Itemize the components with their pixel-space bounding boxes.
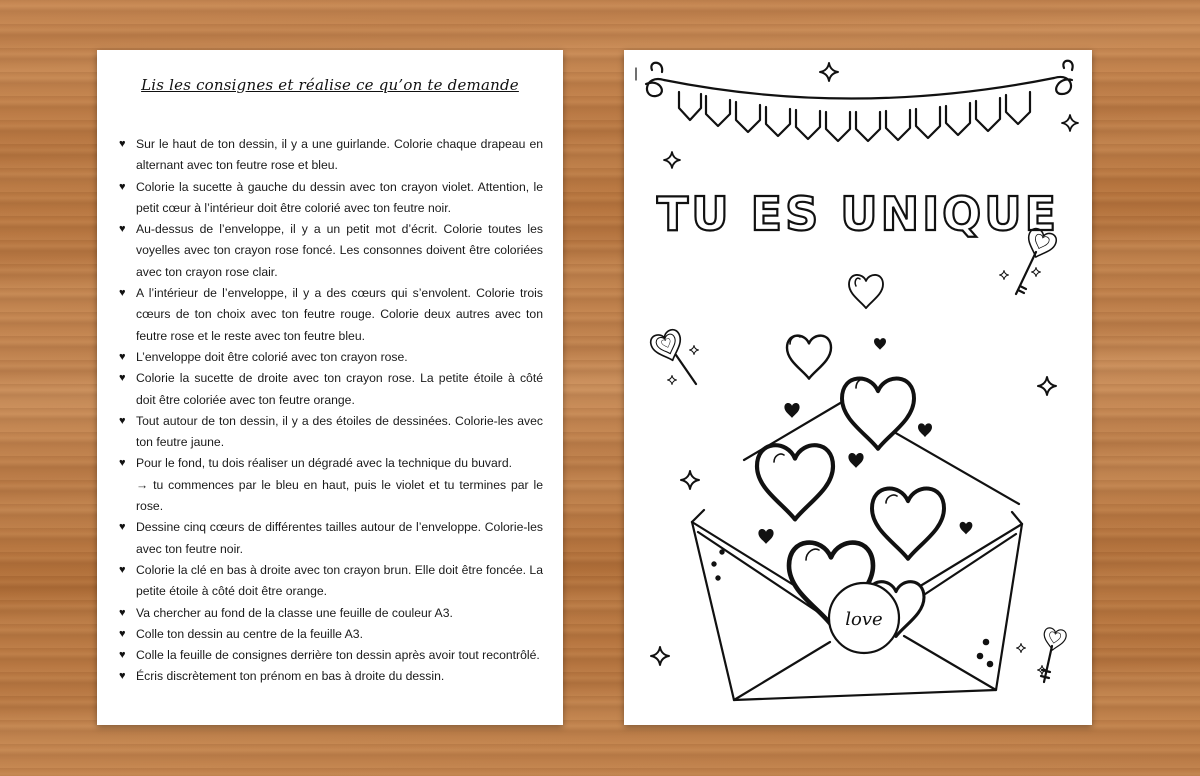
instruction-item (119, 517, 543, 560)
heart-bullet-icon: ♥ (119, 627, 126, 640)
instruction-text: Colorie la sucette de droite avec ton crayon rose. La petite étoile à côté doit être coloriée avec ton feutre orange. (136, 371, 543, 407)
instruction-text: Colle la feuille de consignes derrière ton dessin après avoir tout recontrôlé. (136, 648, 540, 663)
instruction-text: Va chercher au fond de la classe une feuille de couleur A3. (136, 605, 453, 620)
love-seal (829, 583, 899, 653)
instruction-item (119, 645, 543, 666)
instruction-text: Sur le haut de ton dessin, il y a une guirlande. Colorie chaque drapeau en alternant avec ton feutre rose et bleu. (136, 137, 543, 173)
instructions-list (119, 134, 543, 688)
cover-title: TU ES UNIQUE (656, 187, 1060, 241)
heart-bullet-icon: ♥ (119, 350, 126, 363)
instruction-item (119, 603, 543, 624)
instruction-item (119, 219, 543, 283)
instruction-item (119, 347, 543, 368)
heart-bullet-icon: ♥ (119, 287, 126, 300)
instruction-text: Colle ton dessin au centre de la feuille A3. (136, 626, 363, 641)
heart-bullet-icon: ♥ (119, 138, 126, 150)
page-title: Lis les consignes et réalise ce qu’on te demande (141, 76, 519, 94)
instruction-text: Colorie la sucette à gauche du dessin avec ton crayon violet. Attention, le petit cœur à l’intérieur doit être colorié avec ton feutre noir. (136, 179, 543, 215)
instruction-text: Tout autour de ton dessin, il y a des étoiles de dessinées. Colorie-les avec ton feutre jaune. (136, 413, 543, 450)
instruction-text: Au-dessus de l’enveloppe, il y a un petit mot d’écrit. Colorie toutes les voyelles avec ton crayon rose foncé. Les consonnes doivent être coloriées avec ton crayon rose clair. (136, 222, 543, 279)
instruction-item (119, 177, 543, 220)
instruction-text: Pour le fond, tu dois réaliser un dégradé avec la technique du buvard. (136, 456, 513, 471)
instructions-page (97, 50, 563, 725)
instruction-text: Colorie la clé en bas à droite avec ton crayon brun. Elle doit être foncée. La petite étoile à côté doit être orange. (136, 562, 543, 599)
instruction-text: Écris discrètement ton prénom en bas à droite du dessin. (136, 669, 445, 684)
heart-bullet-icon: ♥ (119, 649, 126, 662)
instruction-item (119, 453, 543, 517)
heart-bullet-icon: ♥ (119, 563, 126, 576)
instruction-text: Dessine cinq cœurs de différentes tailles autour de l’enveloppe. Colorie-les avec ton feutre noir. (136, 520, 543, 556)
instruction-item (119, 560, 543, 603)
seal-text: love (845, 609, 883, 630)
instruction-item (119, 368, 543, 411)
heart-bullet-icon: ♥ (119, 521, 126, 534)
heart-bullet-icon: ♥ (119, 457, 126, 470)
heart-bullet-icon: ♥ (119, 414, 126, 427)
instruction-text: L’enveloppe doit être colorié avec ton crayon rose. (136, 349, 408, 364)
heart-bullet-icon: ♥ (119, 180, 126, 193)
instruction-text: A l’intérieur de l’enveloppe, il y a des cœurs qui s’envolent. Colorie trois cœurs de ton choix avec ton feutre rouge. Colorie deux autres avec ton feutre rose et le reste avec ton feutre bleu. (136, 286, 543, 343)
instruction-subtext: → tu commences par le bleu en haut, puis le violet et tu termines par le rose. (136, 477, 543, 514)
coloring-drawing (624, 50, 1092, 725)
instruction-item (119, 283, 543, 347)
heart-bullet-icon: ♥ (119, 372, 126, 385)
coloring-page (624, 50, 1092, 725)
instruction-item (119, 411, 543, 454)
instruction-item (119, 624, 543, 645)
instruction-item (119, 134, 543, 177)
instruction-item (119, 666, 543, 687)
heart-bullet-icon: ♥ (119, 223, 126, 236)
heart-bullet-icon: ♥ (119, 606, 126, 619)
heart-bullet-icon: ♥ (119, 670, 126, 683)
